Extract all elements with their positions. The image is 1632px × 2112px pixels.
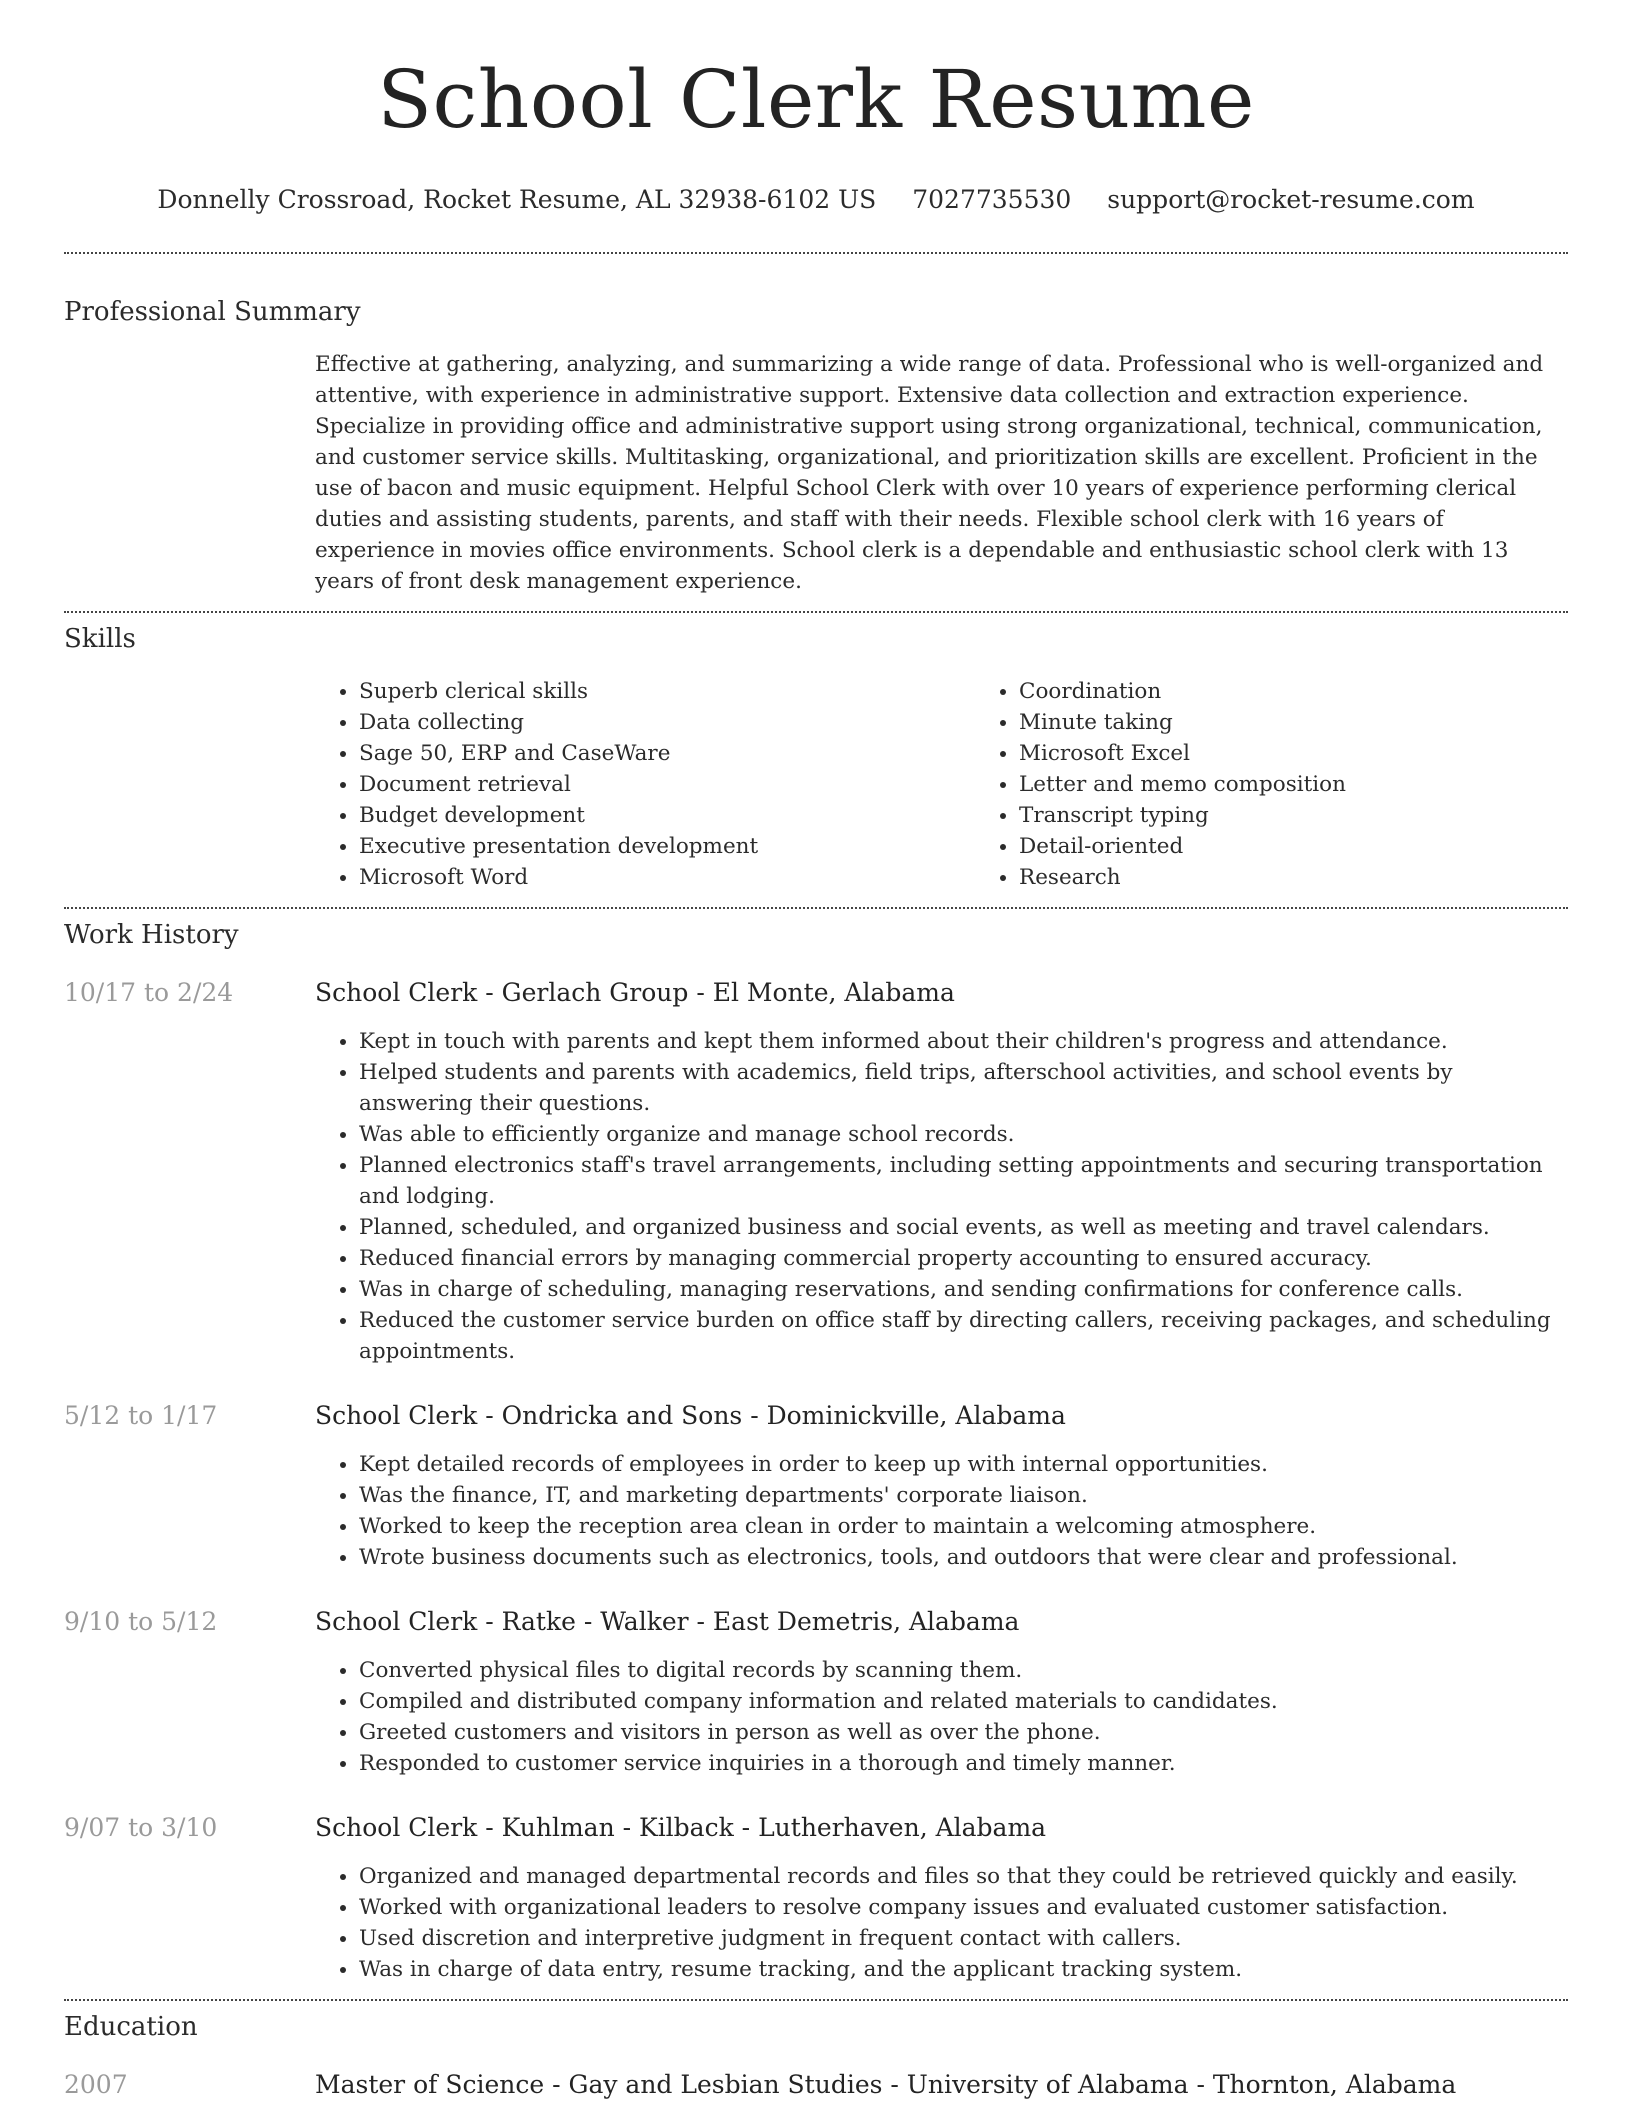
job-entry [64,1399,1568,1573]
job-bullet: • Worked to keep the reception area clean in order to maintain a welcoming atmosphere. [359,1511,1568,1542]
job-bullet: • Was in charge of scheduling, managing reservations, and sending confirmations for conference calls. [359,1274,1568,1305]
contact-phone: 7027735530 [912,185,1072,214]
skill-item: • Microsoft Word [359,862,975,893]
job-title: School Clerk - Ratke - Walker - East Demetris, Alabama [315,1607,1020,1636]
education-entry [64,2068,1568,2102]
job-bullet: • Was the finance, IT, and marketing departments' corporate liaison. [359,1480,1568,1511]
work-heading: Work History [64,920,239,950]
job-bullet: • Greeted customers and visitors in person as well as over the phone. [359,1717,1568,1748]
skills-heading: Skills [64,624,136,654]
contact-email: support@rocket-resume.com [1107,185,1475,214]
job-entry [64,1811,1568,1985]
skills-list-left [315,676,975,893]
job-bullet: • Wrote business documents such as electronics, tools, and outdoors that were clear and professional. [359,1542,1568,1573]
contact-info [64,184,1568,216]
contact-address: Donnelly Crossroad, Rocket Resume, AL 32938-6102 US [157,185,877,214]
job-bullet: • Was in charge of data entry, resume tracking, and the applicant tracking system. [359,1954,1568,1985]
job-title: School Clerk - Ondricka and Sons - Dominickville, Alabama [315,1401,1066,1430]
summary-section [64,254,1568,597]
job-bullet: • Used discretion and interpretive judgment in frequent contact with callers. [359,1923,1568,1954]
job-date: 10/17 to 2/24 [64,978,234,1007]
job-date: 5/12 to 1/17 [64,1401,218,1430]
job-title: School Clerk - Gerlach Group - El Monte, Alabama [315,978,955,1007]
job-bullet: • Kept detailed records of employees in order to keep up with internal opportunities. [359,1449,1568,1480]
skill-item: • Microsoft Excel [1019,738,1346,769]
job-bullet: • Compiled and distributed company information and related materials to candidates. [359,1686,1568,1717]
job-bullets [315,1449,1568,1573]
job-date: 9/10 to 5/12 [64,1607,218,1636]
job-bullets [315,1026,1568,1367]
job-bullet: • Planned electronics staff's travel arrangements, including setting appointments and securing transportation and lodging. [359,1150,1568,1212]
skill-item: • Document retrieval [359,769,975,800]
job-bullet: • Organized and managed departmental records and files so that they could be retrieved quickly and easily. [359,1861,1568,1892]
skill-item: • Sage 50, ERP and CaseWare [359,738,975,769]
summary-text: Effective at gathering, analyzing, and summarizing a wide range of data. Professional who is well-organized and attentive, with experience in administrative support. Extensive data collection and extraction experience. Specialize in providing office and administrative support using strong organizational, technical, communication, and customer service skills. Multitasking, organizational, and prioritization skills are excellent. Proficient in the use of bacon and music equipment. Helpful School Clerk with over 10 years of experience performing clerical duties and assisting students, parents, and staff with their needs. Flexible school clerk with 16 years of experience in movies office environments. School clerk is a dependable and enthusiastic school clerk with 13 years of front desk management experience. [315,352,1544,594]
job-bullet: • Planned, scheduled, and organized business and social events, as well as meeting and travel calendars. [359,1212,1568,1243]
education-heading: Education [64,2012,198,2042]
resume-title: School Clerk Resume [377,53,1255,146]
summary-heading: Professional Summary [64,297,361,327]
skill-item: • Coordination [1019,676,1346,707]
skill-item: • Budget development [359,800,975,831]
skill-item: • Detail-oriented [1019,831,1346,862]
skill-item: • Transcript typing [1019,800,1346,831]
skills-section [64,613,1568,893]
job-bullet: • Converted physical files to digital records by scanning them. [359,1655,1568,1686]
job-bullets [315,1861,1568,1985]
education-section [64,2001,1568,2102]
job-bullet: • Worked with organizational leaders to resolve company issues and evaluated customer satisfaction. [359,1892,1568,1923]
job-bullet: • Helped students and parents with academics, field trips, afterschool activities, and school events by answering their questions. [359,1057,1568,1119]
work-section [64,909,1568,1985]
job-entry [64,1605,1568,1779]
skill-item: • Superb clerical skills [359,676,975,707]
job-date: 9/07 to 3/10 [64,1813,218,1842]
skill-item: • Executive presentation development [359,831,975,862]
job-bullet: • Responded to customer service inquiries in a thorough and timely manner. [359,1748,1568,1779]
job-bullet: • Reduced financial errors by managing commercial property accounting to ensured accuracy. [359,1243,1568,1274]
skill-item: • Minute taking [1019,707,1346,738]
job-bullet: • Reduced the customer service burden on office staff by directing callers, receiving packages, and scheduling appointments. [359,1305,1568,1367]
job-bullet: • Kept in touch with parents and kept them informed about their children's progress and attendance. [359,1026,1568,1057]
job-bullet: • Was able to efficiently organize and manage school records. [359,1119,1568,1150]
job-entry [64,976,1568,1367]
skills-list-right [975,676,1346,893]
skill-item: • Research [1019,862,1346,893]
job-bullets [315,1655,1568,1779]
skill-item: • Data collecting [359,707,975,738]
education-date: 2007 [64,2070,128,2099]
education-title: Master of Science - Gay and Lesbian Studies - University of Alabama - Thornton, Alabama [315,2070,1457,2099]
job-title: School Clerk - Kuhlman - Kilback - Lutherhaven, Alabama [315,1813,1047,1842]
skill-item: • Letter and memo composition [1019,769,1346,800]
